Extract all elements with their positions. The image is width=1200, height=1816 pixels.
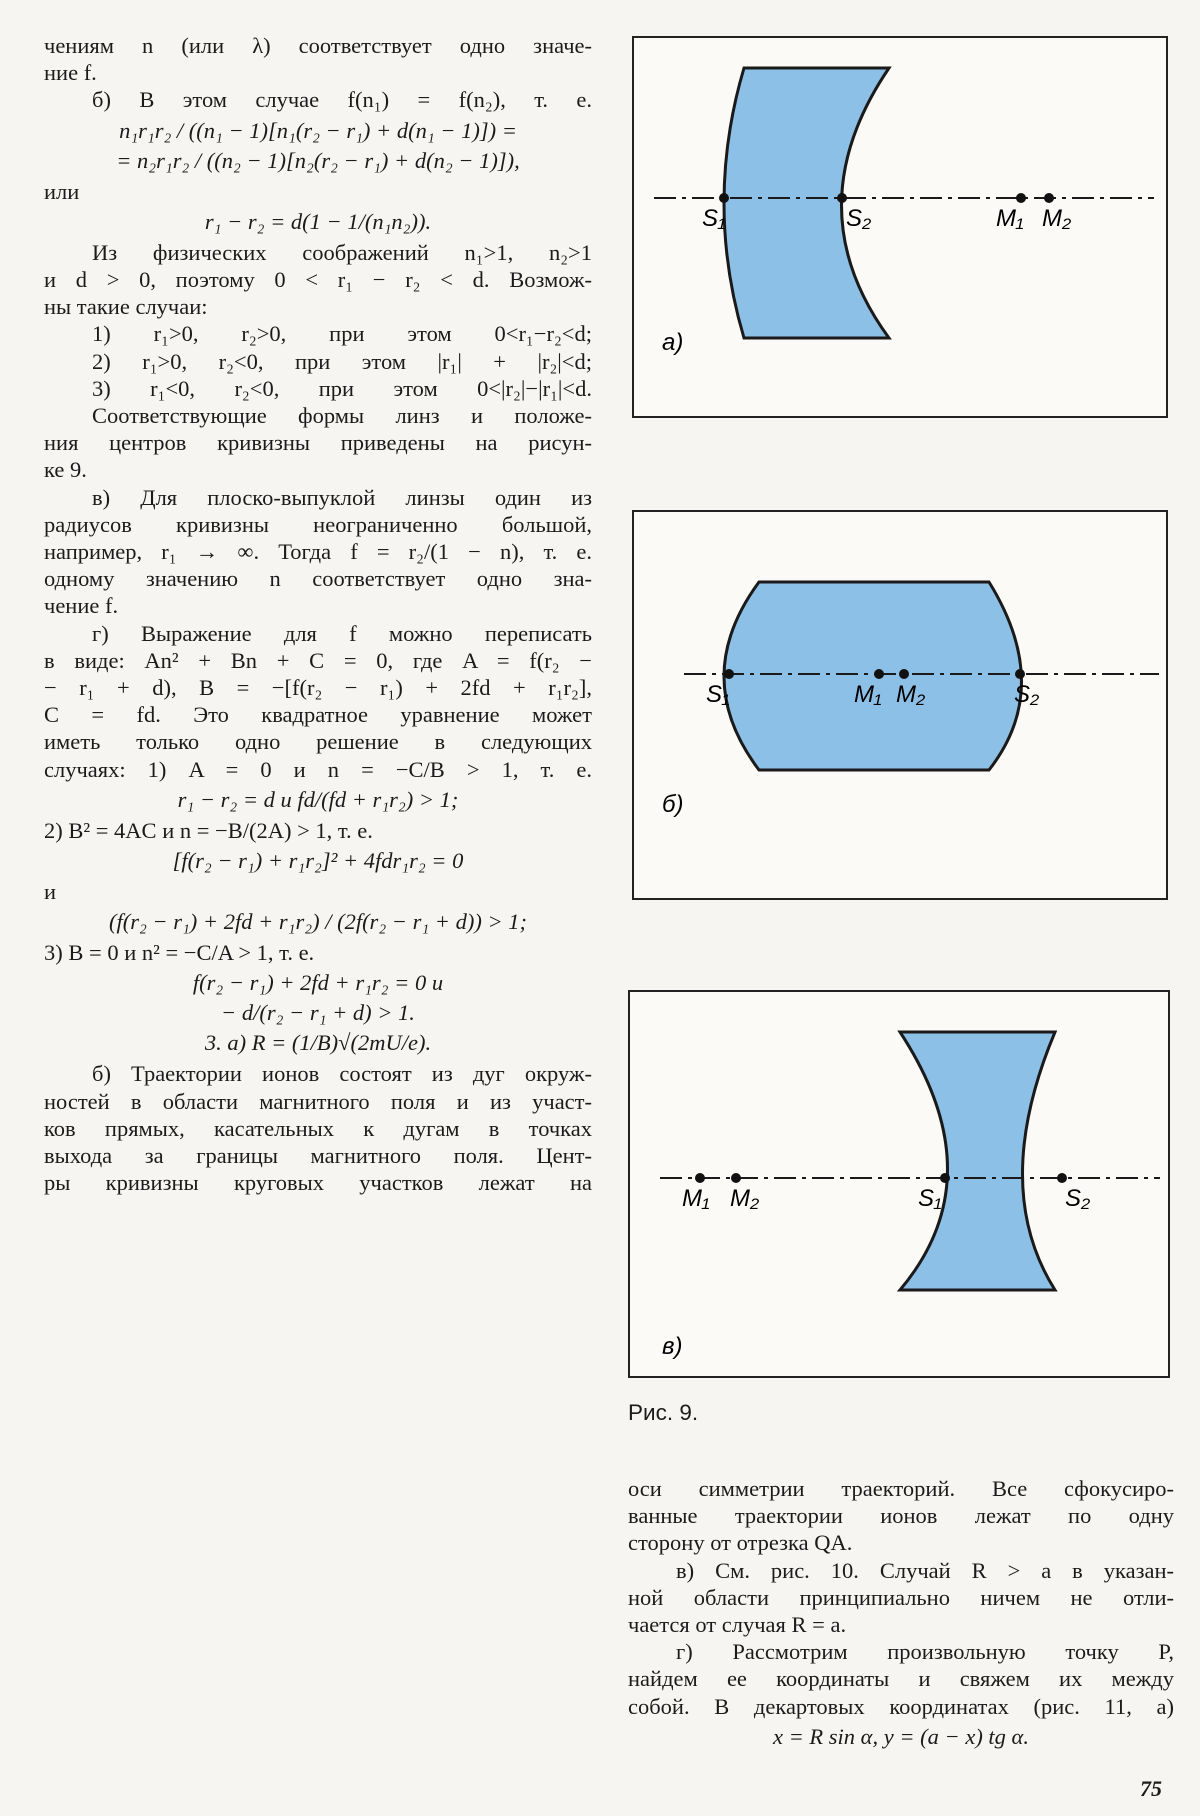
text-line: в) См. рис. 10. Случай R > a в указан-	[676, 1557, 1174, 1583]
text-line: выхода за границы магнитного поля. Цент-	[44, 1143, 592, 1169]
point-s2	[1057, 1173, 1067, 1183]
text-line: в виде: An² + Bn + C = 0, где A = f(r₂ −	[44, 647, 592, 673]
text-line: чается от случая R = a.	[628, 1612, 847, 1638]
figure-9c	[628, 990, 1170, 1378]
point-s2	[1015, 669, 1025, 679]
text-line: ков прямых, касательных к дугам в точках	[44, 1115, 592, 1141]
figure-9a	[632, 36, 1168, 418]
figure-label: а)	[662, 329, 684, 356]
lens-shape	[900, 1032, 1055, 1290]
label-s2: S₂	[846, 205, 872, 232]
lens-shape	[724, 582, 1022, 770]
text-line: ния центров кривизны приведены на рисун-	[44, 430, 592, 456]
label-s2: S₂	[1065, 1185, 1091, 1212]
text-line: ние f.	[44, 60, 97, 86]
text-line: чениям n (или λ) соответствует одно значе-	[44, 33, 592, 58]
text-line: C = fd. Это квадратное уравнение может	[44, 702, 592, 728]
text-line: собой. В декартовых координатах (рис. 11, а)	[628, 1693, 1174, 1719]
text-line: ке 9.	[44, 457, 87, 483]
point-m2	[1044, 193, 1054, 203]
text-line: одному значению n соответствует одно зна-	[44, 566, 592, 592]
equation: = n₂r₁r₂ / ((n₂ − 1)[n₂(r₂ − r₁) + d(n₂ − 1)]),	[116, 147, 520, 173]
text-line: 2) r₁>0, r₂<0, при этом |r₁| + |r₂|<d;	[92, 348, 592, 374]
figure-9b	[632, 510, 1168, 900]
text-line: чение f.	[44, 593, 119, 619]
text-line: и	[44, 879, 57, 905]
text-line: или	[44, 178, 80, 204]
label-m2: M₂	[896, 681, 926, 708]
text-line: ной области принципиально ничем не отли-	[628, 1584, 1174, 1610]
figure-label: б)	[662, 791, 684, 818]
text-line: Из физических соображений n₁>1, n₂>1	[92, 239, 592, 265]
text-line: 3) r₁<0, r₂<0, при этом 0<|r₂|−|r₁|<d.	[92, 375, 592, 401]
equation: (f(r₂ − r₁) + 2fd + r₁r₂) / (2f(r₂ − r₁ + d)) > 1;	[108, 909, 527, 935]
label-m1: M₁	[996, 205, 1024, 232]
text-line: найдем ее координаты и свяжем их между	[628, 1666, 1174, 1692]
equation: 3. а) R = (1/B)√(2mU/e).	[204, 1030, 432, 1056]
text-line: б) В этом случае f(n₁) = f(n₂), т. е.	[92, 87, 592, 113]
label-s1: S₁	[702, 205, 726, 232]
text-line: радиусов кривизны неограниченно большой,	[44, 511, 592, 537]
text-line: оси симметрии траекторий. Все сфокусиро-	[628, 1476, 1174, 1501]
text-line: ры кривизны круговых участков лежат на	[44, 1170, 592, 1196]
page-number: 75	[1140, 1776, 1162, 1801]
text-line: 3) B = 0 и n² = −C/A > 1, т. е.	[44, 940, 315, 966]
figure-9b-drawing	[634, 512, 1166, 898]
text-line: и d > 0, поэтому 0 < r₁ − r₂ < d. Возмож-	[44, 267, 592, 293]
label-s2: S₂	[1014, 681, 1040, 708]
text-line: случаях: 1) A = 0 и n = −C/B > 1, т. е.	[44, 756, 592, 782]
equation: r₁ − r₂ = d(1 − 1/(n₁n₂)).	[204, 208, 432, 234]
point-m1	[695, 1173, 705, 1183]
point-s2	[837, 193, 847, 203]
text-line: ностей в области магнитного поля и из участ-	[44, 1088, 592, 1114]
text-line: б) Траектории ионов состоят из дуг окруж-	[92, 1061, 592, 1087]
equation: f(r₂ − r₁) + 2fd + r₁r₂ = 0 и	[192, 970, 444, 996]
text-line: г) Выражение для f можно переписать	[92, 620, 592, 646]
left-column	[44, 32, 592, 1197]
point-m1	[874, 669, 884, 679]
text-line: − r₁ + d), B = −[f(r₂ − r₁) + 2fd + r₁r₂],	[44, 675, 592, 701]
text-line: Соответствующие формы линз и положе-	[92, 403, 592, 429]
equation: r₁ − r₂ = d и fd/(fd + r₁r₂) > 1;	[177, 786, 459, 812]
text-line: сторону от отрезка QA.	[628, 1530, 853, 1556]
label-m1: M₁	[854, 681, 882, 708]
label-m2: M₂	[730, 1185, 760, 1212]
text-line: 1) r₁>0, r₂>0, при этом 0<r₁−r₂<d;	[92, 321, 592, 347]
point-m1	[1016, 193, 1026, 203]
lens-shape	[724, 68, 889, 338]
text-line: иметь только одно решение в следующих	[44, 729, 592, 755]
figure-caption: Рис. 9.	[628, 1400, 699, 1425]
label-m2: M₂	[1042, 205, 1072, 232]
point-s1	[724, 669, 734, 679]
equation: n₁r₁r₂ / ((n₁ − 1)[n₁(r₂ − r₁) + d(n₁ − 1)]) =	[119, 117, 517, 143]
point-s1	[940, 1173, 950, 1183]
text-line: ванные траектории ионов лежат по одну	[628, 1503, 1174, 1529]
label-m1: M₁	[682, 1185, 710, 1212]
text-line: в) Для плоско-выпуклой линзы один из	[92, 484, 592, 510]
point-m2	[899, 669, 909, 679]
text-line: ны такие случаи:	[44, 294, 208, 320]
text-line: 2) B² = 4AC и n = −B/(2A) > 1, т. е.	[44, 817, 373, 843]
equation: x = R sin α, y = (a − x) tg α.	[773, 1723, 1029, 1749]
point-s1	[719, 193, 729, 203]
equation: − d/(r₂ − r₁ + d) > 1.	[221, 1000, 415, 1026]
figure-label: в)	[662, 1333, 683, 1360]
figure-9a-drawing	[634, 38, 1166, 416]
label-s1: S₁	[706, 681, 730, 708]
equation: [f(r₂ − r₁) + r₁r₂]² + 4fdr₁r₂ = 0	[172, 848, 464, 874]
text-line: г) Рассмотрим произвольную точку P,	[676, 1639, 1174, 1665]
figure-9c-drawing	[630, 992, 1168, 1376]
right-column	[628, 1475, 1174, 1754]
text-line: например, r₁ → ∞. Тогда f = r₂/(1 − n), т. е.	[44, 539, 592, 565]
label-s1: S₁	[918, 1185, 942, 1212]
point-m2	[731, 1173, 741, 1183]
